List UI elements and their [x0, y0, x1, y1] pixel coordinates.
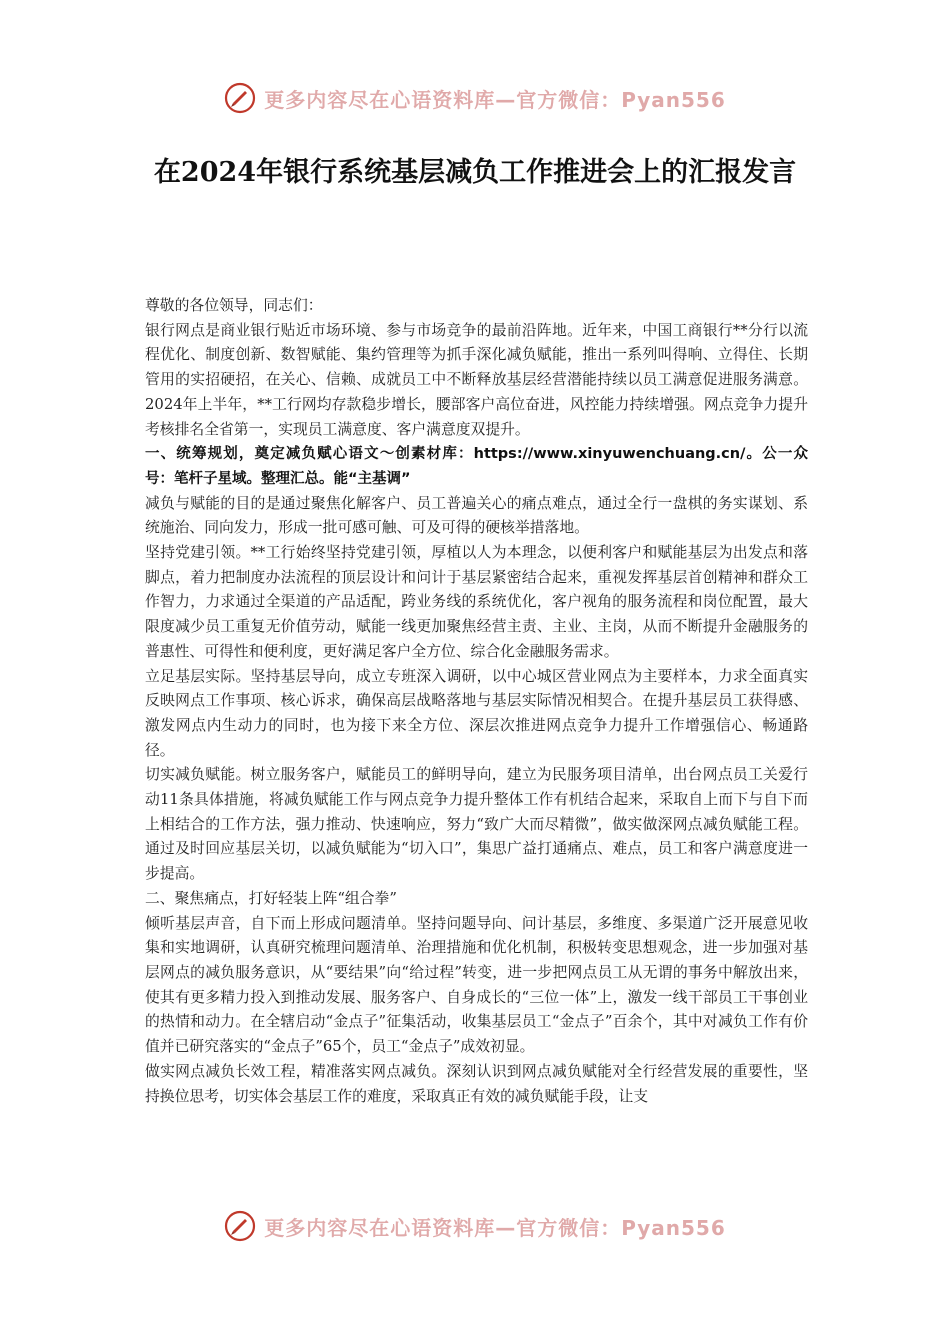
logo-icon [224, 82, 256, 114]
document-body [145, 294, 808, 1109]
banner-text: 更多内容尽在心语资料库—官方微信：Pyan556 [264, 87, 726, 112]
document-title: 在2024年银行系统基层减负工作推进会上的汇报发言 [153, 157, 797, 188]
paragraph: 切实减负赋能。树立服务客户，赋能员工的鲜明导向，建立为民服务项目清单，出台网点员工关爱行动11条具体措施，将减负赋能工作与网点竞争力提升整体工作有机结合起来，采取自上而下与自下而上相结合的工作方法，强力推动、快速响应，努力“致广大而尽精微”，做实做深网点减负赋能工程。通过及时回应基层关切，以减负赋能为“切入口”，集思广益打通痛点、难点，员工和客户满意度进一步提高。 [145, 766, 808, 883]
watermark-banner-bottom [0, 1210, 950, 1242]
paragraph: 银行网点是商业银行贴近市场环境、参与市场竞争的最前沿阵地。近年来，中国工商银行**分行以流程优化、制度创新、数智赋能、集约管理等为抓手深化减负赋能，推出一系列叫得响、立得住、长期管用的实招硬招，在关心、信赖、成就员工中不断释放基层经营潜能持续以员工满意促进服务满意。2024年上半年，**工行网均存款稳步增长，腰部客户高位奋进，风控能力持续增强。网点竞争力提升考核排名全省第一，实现员工满意度、客户满意度双提升。 [145, 321, 808, 438]
logo-icon [224, 1210, 256, 1242]
paragraph: 立足基层实际。坚持基层导向，成立专班深入调研，以中心城区营业网点为主要样本，力求全面真实反映网点工作事项、核心诉求，确保高层战略落地与基层实际情况相契合。在提升基层员工获得感、激发网点内生动力的同时，也为接下来全方位、深层次推进网点竞争力提升工作增强信心、畅通路径。 [145, 667, 808, 759]
salutation: 尊敬的各位领导，同志们： [145, 297, 323, 314]
paragraph: 做实网点减负长效工程，精准落实网点减负。深刻认识到网点减负赋能对全行经营发展的重要性，坚持换位思考，切实体会基层工作的难度，采取真正有效的减负赋能手段，让支 [145, 1062, 808, 1105]
banner-text: 更多内容尽在心语资料库—官方微信：Pyan556 [264, 1215, 726, 1240]
watermark-banner-top [0, 82, 950, 114]
section-heading: 二、聚焦痛点，打好轻装上阵“组合拳” [145, 889, 397, 907]
paragraph: 坚持党建引领。**工行始终坚持党建引领，厚植以人为本理念，以便利客户和赋能基层为出发点和落脚点，着力把制度办法流程的顶层设计和问计于基层紧密结合起来，重视发挥基层首创精神和群众工作智力，力求通过全渠道的产品适配，跨业务线的系统优化，客户视角的服务流程和岗位配置，最大限度减少员工重复无价值劳动，赋能一线更加聚焦经营主责、主业、主岗，从而不断提升金融服务的普惠性、可得性和便利度，更好满足客户全方位、综合化金融服务需求。 [145, 544, 808, 660]
paragraph: 减负与赋能的目的是通过聚焦化解客户、员工普遍关心的痛点难点，通过全行一盘棋的务实谋划、系统施治、同向发力，形成一批可感可触、可及可得的硬核举措落地。 [145, 494, 808, 537]
section-heading: 一、统筹规划，奠定减负赋心语文～创素材库：https://www.xinyuwenchuang.cn/。公一众号：笔杆子星域。整理汇总。能“主基调” [145, 446, 808, 487]
paragraph: 倾听基层声音，自下而上形成问题清单。坚持问题导向、问计基层，多维度、多渠道广泛开展意见收集和实地调研，认真研究梳理问题清单、治理措施和优化机制，积极转变思想观念，进一步加强对基层网点的减负服务意识，从“要结果”向“给过程”转变，进一步把网点员工从无谓的事务中解放出来，使其有更多精力投入到推动发展、服务客户、自身成长的“三位一体”上，激发一线干部员工干事创业的热情和动力。在全辖启动“金点子”征集活动，收集基层员工“金点子”百余个，其中对减负工作有价值并已研究落实的“金点子”65个，员工“金点子”成效初显。 [145, 914, 808, 1056]
